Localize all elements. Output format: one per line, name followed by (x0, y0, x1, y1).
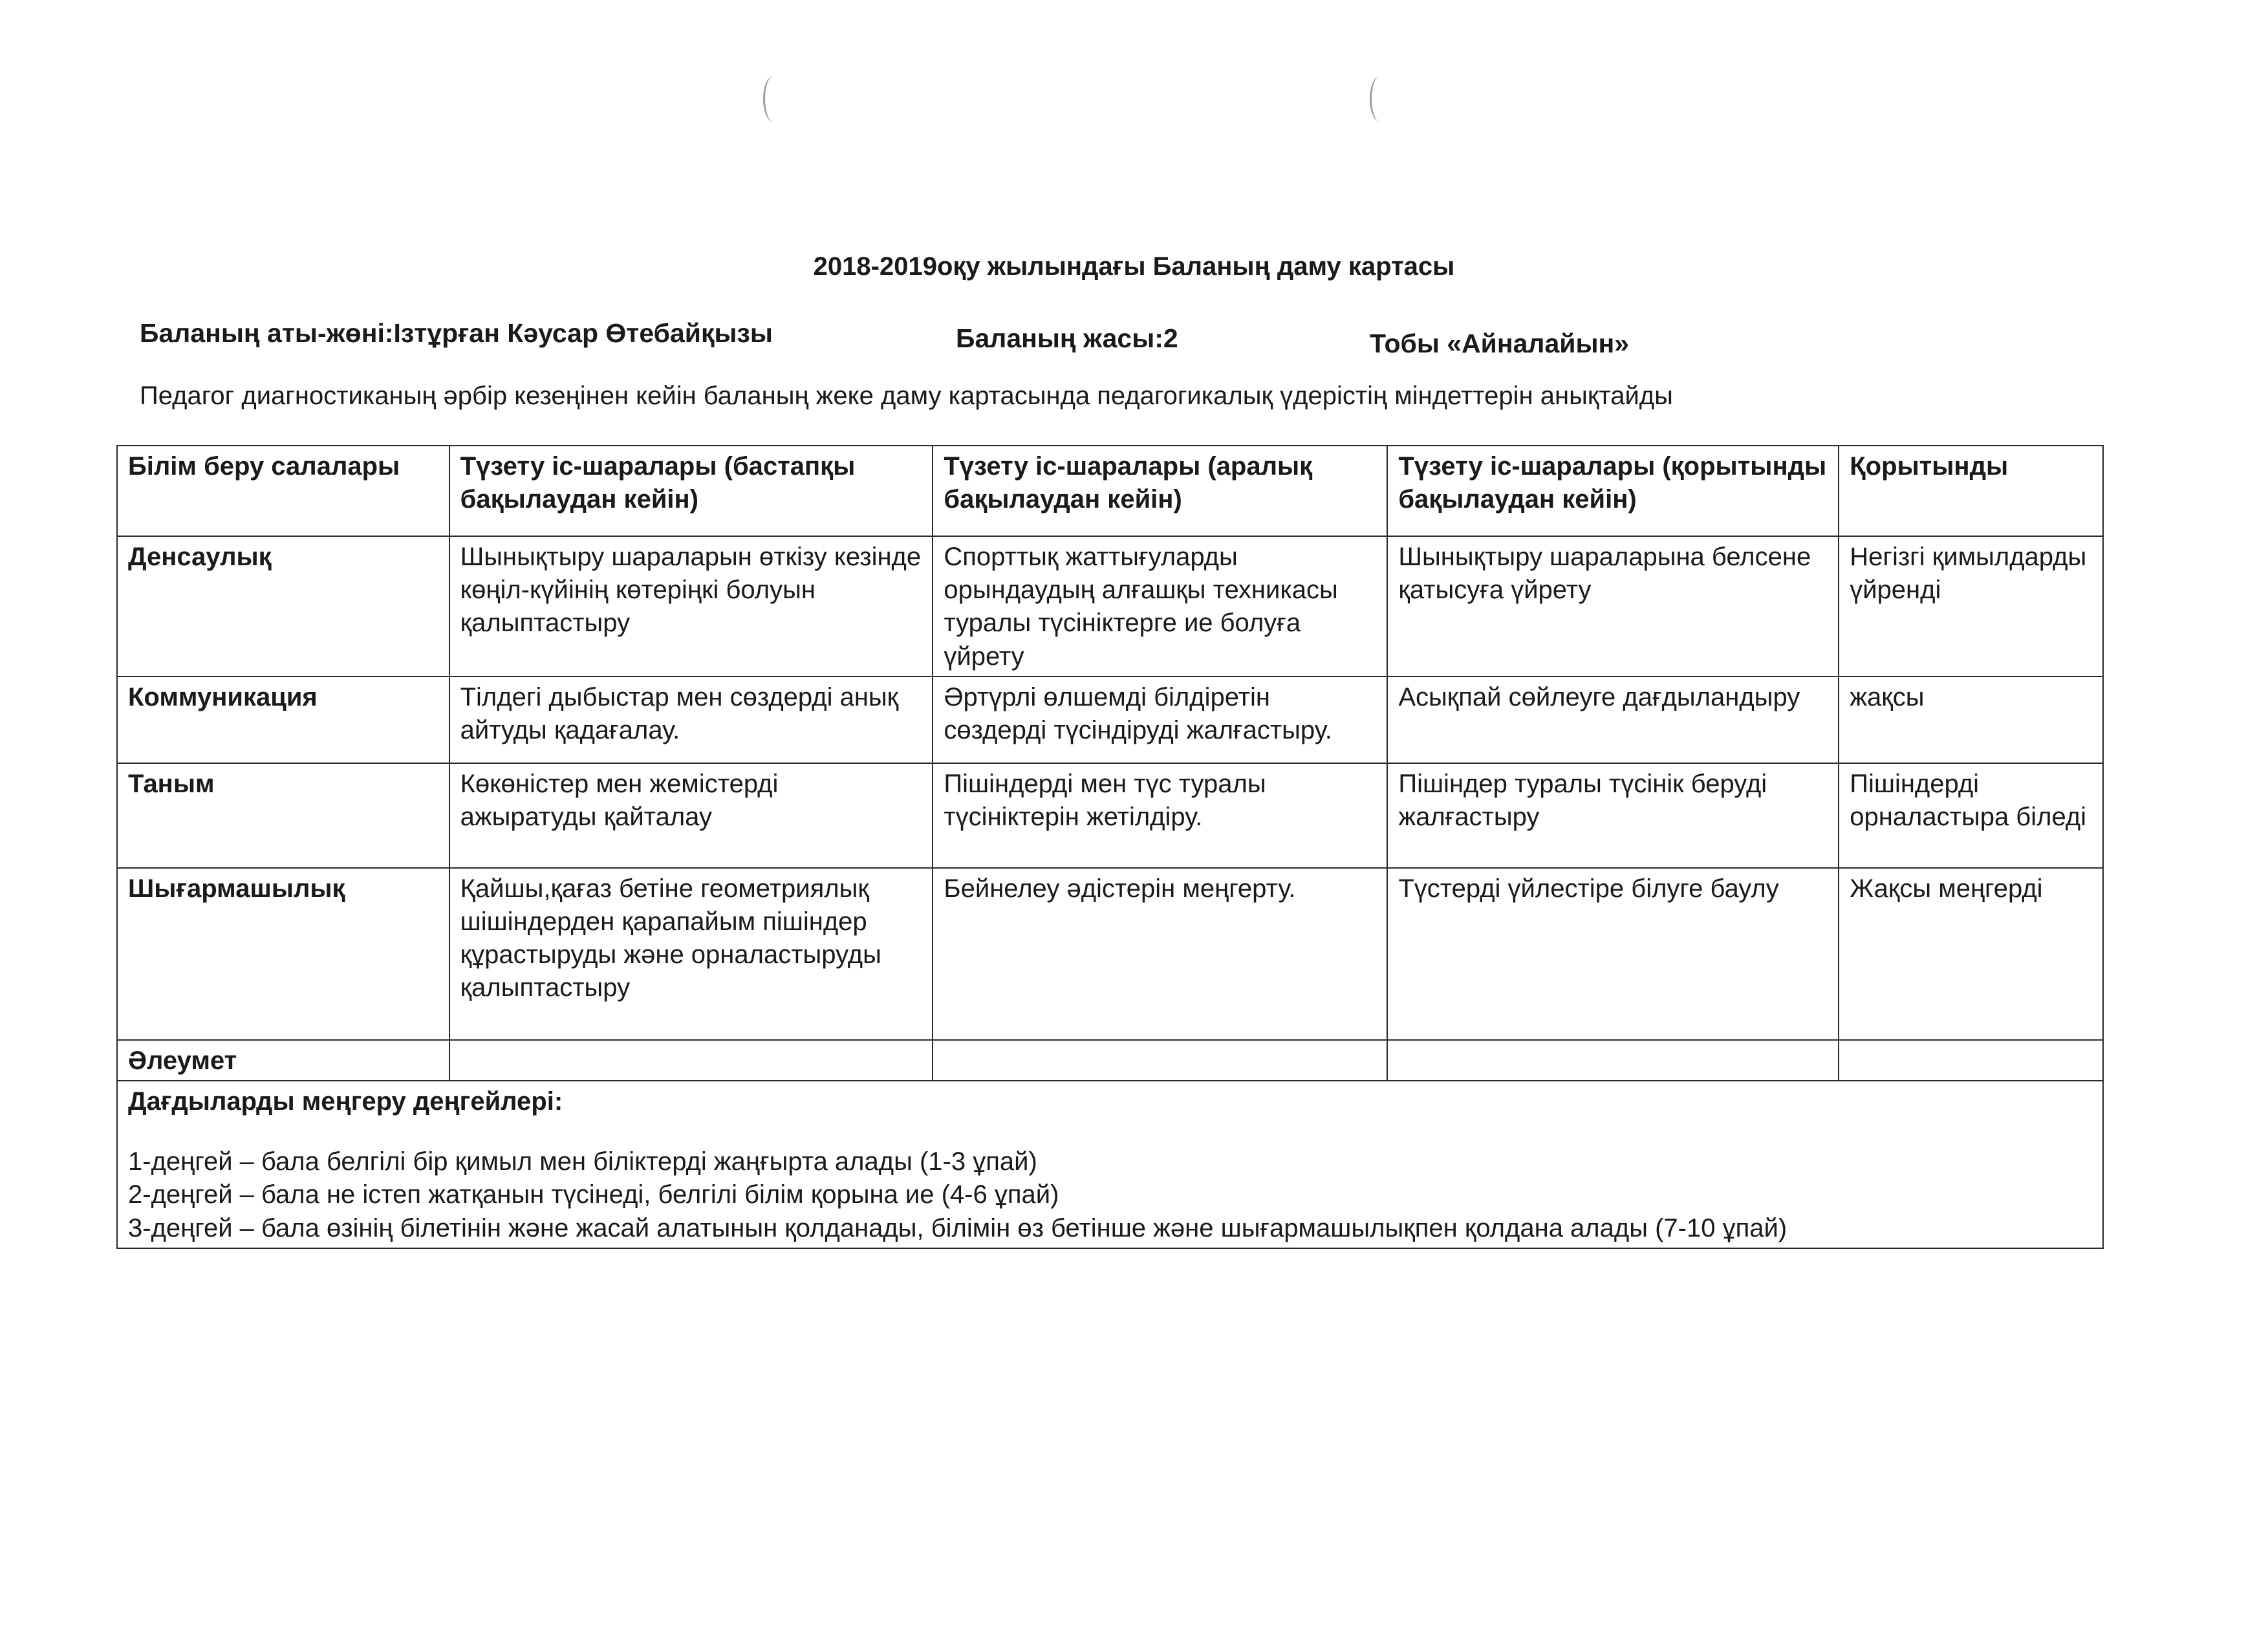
cell-result: Пішіндерді орналастыра біледі (1839, 763, 2103, 868)
table-row (117, 868, 2103, 1040)
row-area-health: Денсаулық (117, 536, 449, 677)
child-name: Баланың аты-жөні:Ізтұрған Кәусар Өтебайқызы (140, 318, 773, 348)
intro-text: Педагог диагностиканың әрбір кезеңінен кейін баланың жеке даму картасында педагогикалық үдерістің міндеттерін анықтайды (140, 382, 1673, 410)
table-row (117, 1040, 2103, 1081)
cell-intermediate (933, 1040, 1387, 1081)
document-title: 2018-2019оқу жылындағы Баланың даму картасы (813, 252, 1455, 281)
levels-cell (117, 1081, 2103, 1248)
row-area-social: Әлеумет (117, 1040, 449, 1081)
cell-intermediate: Бейнелеу әдістерін меңгерту. (933, 868, 1387, 1040)
child-age: Баланың жасы:2 (956, 323, 1178, 353)
table-row (117, 677, 2103, 763)
child-group: Тобы «Айналайын» (1370, 329, 1630, 358)
levels-row (117, 1081, 2103, 1248)
cell-final (1387, 1040, 1839, 1081)
cell-intermediate: Әртүрлі өлшемді білдіретін сөздерді түсіндіруді жалғастыру. (933, 677, 1387, 763)
level-2: 2-деңгей – бала не істеп жатқанын түсінеді, белгілі білім қорына ие (4-6 ұпай) (128, 1180, 1059, 1209)
cell-final: Түстерді үйлестіре білуге баулу (1387, 868, 1839, 1040)
table-row (117, 763, 2103, 868)
header-final-measures: Түзету іс-шаралары (қорытынды бақылаудан кейін) (1387, 446, 1839, 536)
cell-intermediate: Пішіндерді мен түс туралы түсініктерін жетілдіру. (933, 763, 1387, 868)
cell-initial: Шынықтыру шараларын өткізу кезінде көңіл-күйінің көтеріңкі болуын қалыптастыру (449, 536, 933, 677)
cell-initial: Көкөністер мен жемістерді ажыратуды қайталау (449, 763, 933, 868)
header-intermediate-measures: Түзету іс-шаралары (аралық бақылаудан кейін) (933, 446, 1387, 536)
row-area-cognition: Таным (117, 763, 449, 868)
cell-initial (449, 1040, 933, 1081)
development-map-table (116, 445, 2104, 1249)
row-area-creativity: Шығармашылық (117, 868, 449, 1040)
punch-hole-mark-right (1370, 76, 1390, 122)
cell-intermediate: Спорттық жаттығуларды орындаудың алғашқы техникасы туралы түсініктерге ие болуға үйрету (933, 536, 1387, 677)
cell-result (1839, 1040, 2103, 1081)
table-header-row (117, 446, 2103, 536)
cell-initial: Тілдегі дыбыстар мен сөздерді анық айтуды қадағалау. (449, 677, 933, 763)
header-result: Қорытынды (1839, 446, 2103, 536)
table-row (117, 536, 2103, 677)
header-initial-measures: Түзету іс-шаралары (бастапқы бақылаудан кейін) (449, 446, 933, 536)
cell-final: Пішіндер туралы түсінік беруді жалғастыру (1387, 763, 1839, 868)
level-1: 1-деңгей – бала белгілі бір қимыл мен біліктерді жаңғырта алады (1-3 ұпай) (128, 1147, 1037, 1176)
cell-result: жақсы (1839, 677, 2103, 763)
cell-final: Асықпай сөйлеуге дағдыландыру (1387, 677, 1839, 763)
cell-final: Шынықтыру шараларына белсене қатысуға үйрету (1387, 536, 1839, 677)
row-area-communication: Коммуникация (117, 677, 449, 763)
cell-result: Жақсы меңгерді (1839, 868, 2103, 1040)
header-education-areas: Білім беру салалары (117, 446, 449, 536)
punch-hole-mark-left (763, 76, 783, 122)
level-3: 3-деңгей – бала өзінің білетінін және жасай алатынын қолданады, білімін өз бетінше және шығармашылықпен қолдана алады (7-10 ұпай) (128, 1213, 1787, 1242)
cell-initial: Қайшы,қағаз бетіне геометриялық шішіндерден қарапайым пішіндер құрастыруды және орналастыруды қалыптастыру (449, 868, 933, 1040)
levels-title: Дағдыларды меңгеру деңгейлері: (128, 1087, 563, 1116)
cell-result: Негізгі қимылдарды үйренді (1839, 536, 2103, 677)
